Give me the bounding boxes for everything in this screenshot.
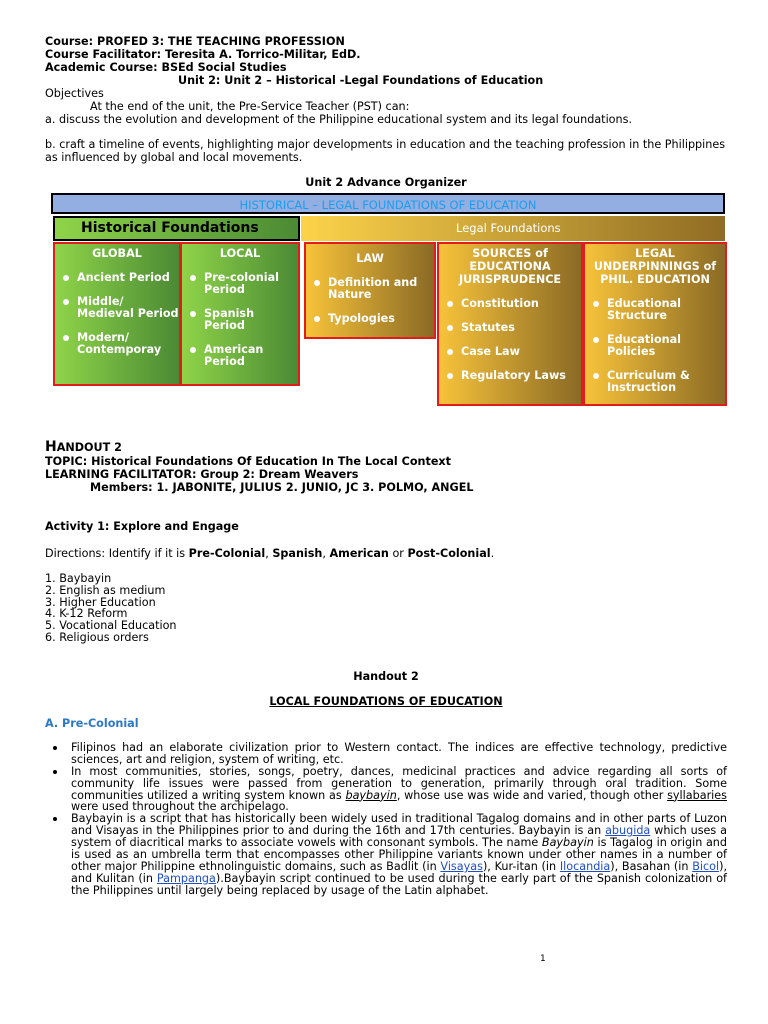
box-item: Typologies bbox=[306, 313, 434, 325]
box-item: Case Law bbox=[439, 346, 581, 358]
course-line: Course: PROFED 3: THE TEACHING PROFESSION bbox=[45, 35, 345, 48]
academic-line: Academic Course: BSEd Social Studies bbox=[45, 60, 287, 74]
box-title: LEGAL UNDERPINNINGS of PHIL. EDUCATION bbox=[593, 247, 717, 286]
list-item: 6. Religious orders bbox=[45, 630, 149, 644]
box-item: Statutes bbox=[439, 322, 581, 334]
list-item: 2. English as medium bbox=[45, 583, 166, 597]
box-item: Modern/ Contemporay bbox=[55, 332, 179, 356]
abugida-link[interactable]: abugida bbox=[605, 824, 651, 838]
box-title: GLOBAL bbox=[92, 247, 142, 260]
box-item: Regulatory Laws bbox=[439, 370, 581, 382]
box-item: Educational Policies bbox=[585, 334, 725, 358]
objective-b: b. craft a timeline of events, highlighting major developments in education and the teaching profession in the Philippines as influenced by global and local movements. bbox=[45, 137, 726, 164]
facilitator-line: Course Facilitator: Teresita A. Torrico-Militar, EdD. bbox=[45, 47, 361, 61]
group-members: Members: 1. JABONITE, JULIUS 2. JUNIO, JC 3. POLMO, ANGEL bbox=[90, 481, 474, 495]
bullet-paragraph: In most communities, stories, songs, poetry, dances, medicinal practices and advice regarding all sorts of community life issues were passed from generation to generation, primarily through oral tradition. Some communities utilized a writing system known as baybayin, whose use was wide and varied, though other syllabaries were used throughout the archipelago. bbox=[45, 766, 727, 814]
page-number: 1 bbox=[540, 954, 546, 964]
historical-foundations-header: Historical Foundations bbox=[53, 216, 300, 241]
list-item: 1. Baybayin bbox=[45, 571, 112, 585]
sources-box bbox=[437, 242, 583, 406]
box-item: Curriculum & Instruction bbox=[585, 370, 725, 394]
unit-title: Unit 2: Unit 2 – Historical -Legal Foundations of Education bbox=[178, 73, 544, 87]
box-item: Spanish Period bbox=[182, 308, 298, 332]
handout2-subtitle: LOCAL FOUNDATIONS OF EDUCATION bbox=[269, 694, 503, 708]
bicol-link[interactable]: Bicol bbox=[692, 860, 720, 874]
box-item: Ancient Period bbox=[55, 272, 179, 284]
local-box bbox=[180, 242, 300, 386]
handout-heading: HANDOUT 2 bbox=[45, 439, 122, 455]
box-title: LAW bbox=[356, 252, 384, 265]
objectives-intro: At the end of the unit, the Pre-Service Teacher (PST) can: bbox=[90, 99, 410, 113]
pampanga-link[interactable]: Pampanga bbox=[156, 871, 216, 885]
learning-facilitator: LEARNING FACILITATOR: Group 2: Dream Weavers bbox=[45, 468, 359, 482]
organizer-title: HISTORICAL – LEGAL FOUNDATIONS OF EDUCATION bbox=[51, 193, 725, 214]
activity-directions: Directions: Identify if it is Pre-Colonial, Spanish, American or Post-Colonial. bbox=[45, 546, 495, 560]
objective-a: a. discuss the evolution and development of the Philippine educational system and its legal foundations. bbox=[45, 112, 632, 126]
law-box bbox=[304, 242, 436, 339]
box-item: Pre-colonial Period bbox=[182, 272, 298, 296]
handout2-title: Handout 2 bbox=[353, 670, 419, 683]
box-item: Constitution bbox=[439, 298, 581, 310]
advance-organizer bbox=[51, 193, 727, 408]
ilocandia-link[interactable]: Ilocandia bbox=[559, 860, 611, 874]
box-item: Definition and Nature bbox=[306, 277, 434, 301]
global-box bbox=[53, 242, 181, 386]
bullet-paragraph: Baybayin is a script that has historically been widely used in traditional Tagalog domains and in other parts of Luzon and Visayas in the Philippines prior to and during the 16th and 17th centuries. Baybayin is an abugida which uses a system of diacritical marks to associate vowels with consonant symbols. The name Baybayin is Tagalog in origin and is used as an umbrella term that encompasses other Philippine variants known under other names in a number of other major Philippine ethnolinguistic domains, such as Badlit (in Visayas), Kur-itan (in Ilocandia), Basahan (in Bicol), and Kulitan (in Pampanga).Baybayin script continued to be used during the early part of the Spanish colonization of the Philippines until largely being replaced by usage of the Latin alphabet. bbox=[45, 813, 727, 896]
box-item: American Period bbox=[182, 344, 298, 368]
box-item: Middle/ Medieval Period bbox=[55, 296, 179, 320]
section-a-heading: A. Pre-Colonial bbox=[45, 716, 139, 730]
legal-foundations-header: Legal Foundations bbox=[301, 216, 725, 241]
activity-items bbox=[45, 573, 727, 644]
handout-topic: TOPIC: Historical Foundations Of Education In The Local Context bbox=[45, 455, 451, 469]
box-title: LOCAL bbox=[219, 247, 261, 260]
objectives-label: Objectives bbox=[45, 86, 104, 100]
list-item: 3. Higher Education bbox=[45, 595, 156, 609]
box-item: Educational Structure bbox=[585, 298, 725, 322]
box-title: SOURCES of EDUCATIONA JURISPRUDENCE bbox=[458, 247, 562, 286]
legal-underpinnings-box bbox=[583, 242, 727, 406]
organizer-heading: Unit 2 Advance Organizer bbox=[305, 175, 467, 189]
bullet-paragraph: Filipinos had an elaborate civilization prior to Western contact. The indices are effective technology, predictive sciences, art and religion, system of writing, etc. bbox=[45, 742, 727, 766]
list-item: 4. K-12 Reform bbox=[45, 607, 128, 621]
activity-title: Activity 1: Explore and Engage bbox=[45, 520, 239, 533]
visayas-link[interactable]: Visayas bbox=[440, 860, 483, 874]
list-item: 5. Vocational Education bbox=[45, 619, 177, 633]
